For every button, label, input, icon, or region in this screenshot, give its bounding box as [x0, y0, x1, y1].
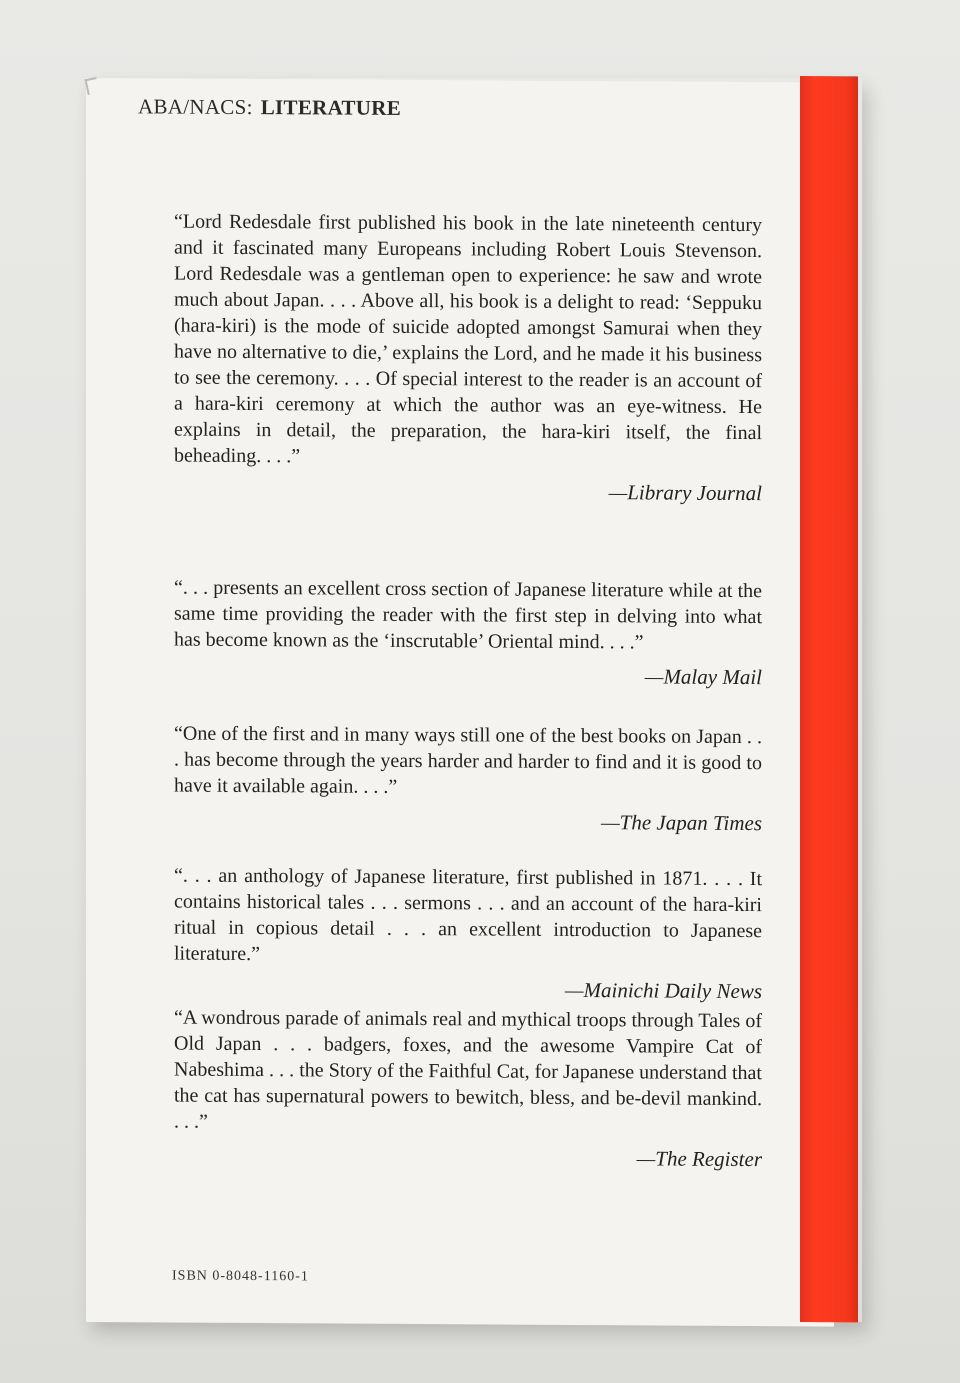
bent-corner [84, 77, 99, 95]
review-text: “. . . an anthology of Japanese literature, first published in 1871. . . . It contains historical tales . . . sermons . . . and an account of the hara-kiri ritual in copious detail . . . an excellent introduction to Japanese literature.” [174, 864, 762, 966]
category-label: LITERATURE [260, 95, 402, 120]
review-source: —Library Journal [608, 480, 762, 506]
review-source: —Malay Mail [644, 664, 762, 690]
review-source: —Mainichi Daily News [564, 977, 762, 1004]
review-mainichi [174, 863, 762, 1005]
review-the-register [174, 1005, 762, 1173]
review-text: “A wondrous parade of animals real and mythical troops through Tales of Old Japan . . . badgers, foxes, and the awesome Vampire Cat of Nabeshima . . . the Story of the Faithful Cat, for Japanese understand that the cat has supernatural powers to bewitch, bless, and be-devil mankind. . . .” [174, 1006, 762, 1133]
publisher-code: ABA/NACS: [138, 94, 253, 120]
review-source: —The Register [636, 1146, 762, 1172]
review-japan-times [174, 721, 762, 837]
cover-page [86, 78, 834, 1327]
review-malay-mail [174, 575, 762, 691]
review-library-journal [174, 209, 762, 507]
review-text: “One of the first and in many ways still one of the best books on Japan . . . has become through the years harder and harder to find and it is good to have it available again. . . .” [174, 722, 762, 798]
red-spine [800, 76, 858, 1322]
review-text: “. . . presents an excellent cross section of Japanese literature while at the same time providing the reader with the first step in delving into what has become known as the ‘inscrutable’ Oriental mind. . . .” [174, 576, 762, 654]
review-text: “Lord Redesdale first published his book in the late nineteenth century and it fascinated many Europeans including Robert Louis Stevenson. Lord Redesdale was a gentleman open to experience: he saw and wrote much about Japan. . . . Above all, his book is a delight to read: ‘Seppuku (hara-kiri) is the mode of suicide adopted amongst Samurai when they have no alternative to die,’ explains the Lord, and he made it his business to see the ceremony. . . . Of special interest to the reader is an account of a hara-kiri ceremony at which the author was an eye-witness. He explains in detail, the preparation, the hara-kiri itself, the final beheading. . . .” [174, 210, 762, 468]
review-source: —The Japan Times [600, 810, 762, 836]
category-header [138, 94, 401, 121]
book-back-cover [86, 78, 862, 1322]
isbn-number: ISBN 0-8048-1160-1 [172, 1268, 309, 1285]
